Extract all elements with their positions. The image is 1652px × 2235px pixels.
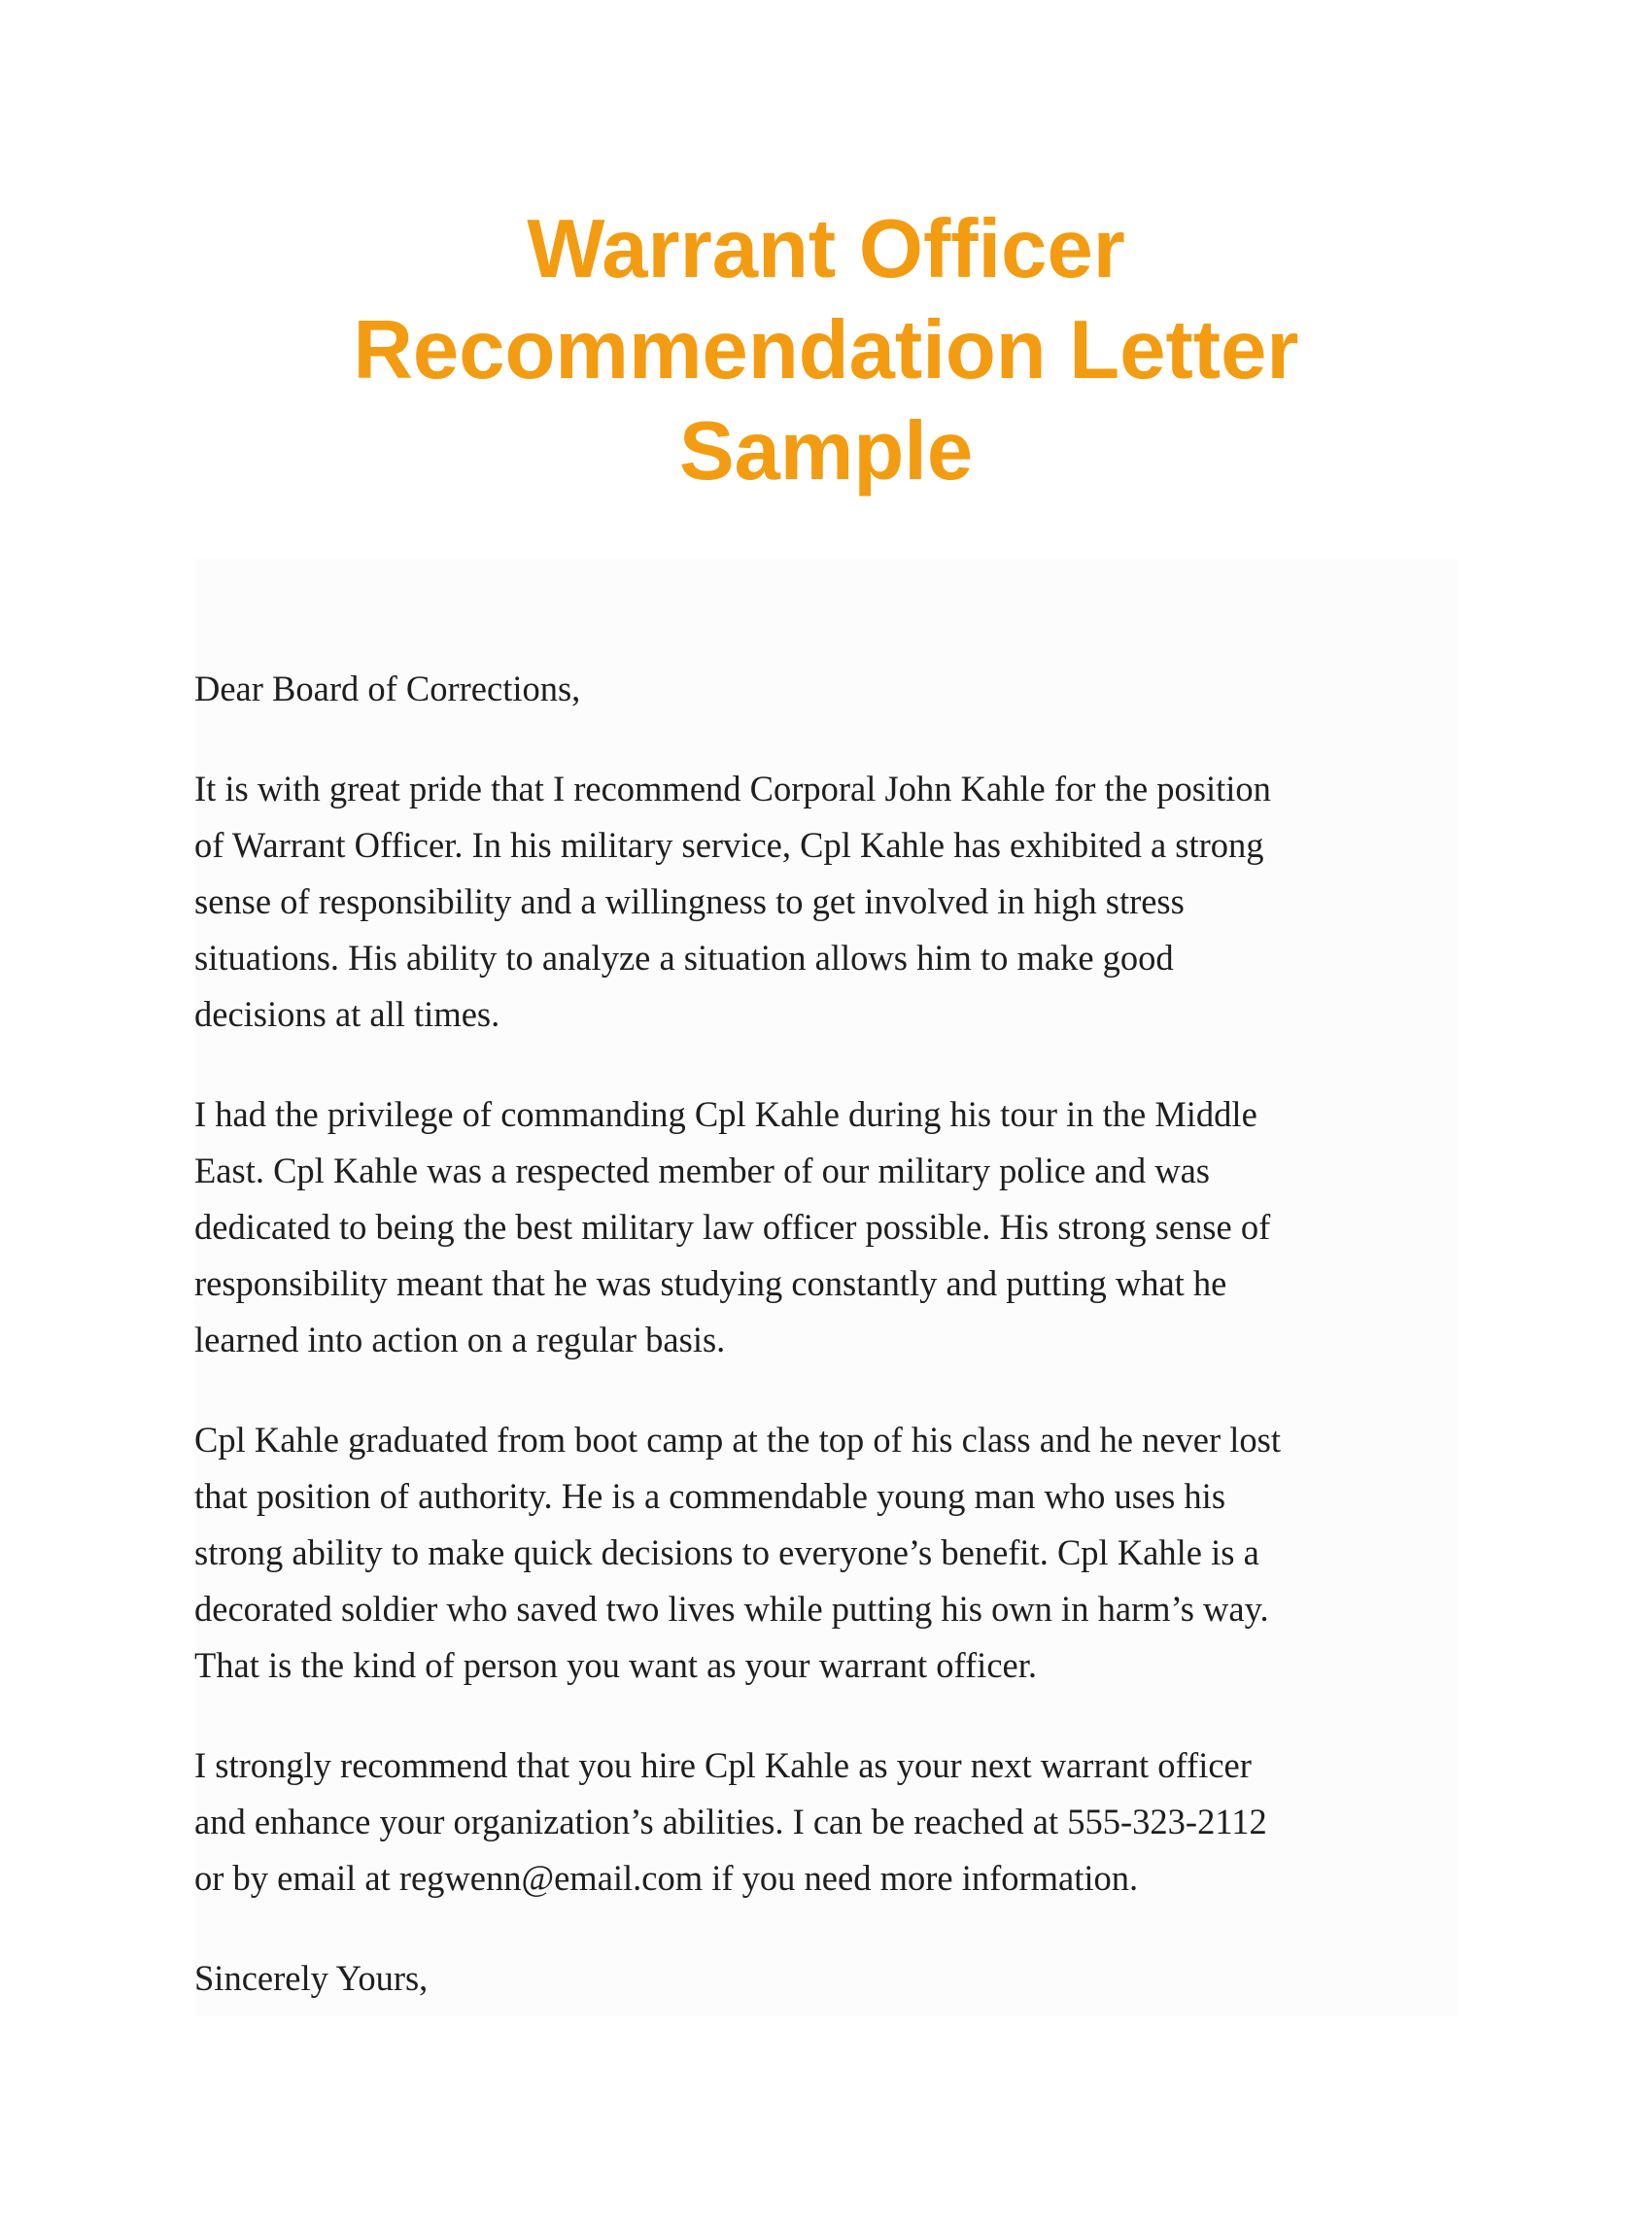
title-line: Sample [678, 405, 974, 498]
paragraph-1 [194, 761, 1458, 1043]
paragraph-line: that position of authority. He is a commendable young man who uses his [194, 1476, 1226, 1516]
paragraph-line: or by email at regwenn@email.com if you need more information. [194, 1858, 1139, 1898]
paragraph-line: situations. His ability to analyze a situation allows him to make good [194, 938, 1174, 978]
letter-body [194, 559, 1458, 2016]
paragraph-line: It is with great pride that I recommend Corporal John Kahle for the position [194, 769, 1271, 808]
paragraph-4 [194, 1737, 1458, 1907]
paragraph-line: dedicated to being the best military law officer possible. His strong sense of [194, 1207, 1271, 1247]
closing: Sincerely Yours, [194, 1958, 429, 1998]
title-line: Recommendation Letter [353, 304, 1299, 396]
paragraph-line: strong ability to make quick decisions to everyone’s benefit. Cpl Kahle is a [194, 1532, 1259, 1572]
paragraph-line: I strongly recommend that you hire Cpl Kahle as your next warrant officer [194, 1745, 1252, 1785]
paragraph-line: sense of responsibility and a willingness to get involved in high stress [194, 881, 1185, 921]
paragraph-line: East. Cpl Kahle was a respected member of our military police and was [194, 1151, 1210, 1190]
paragraph-2 [194, 1086, 1458, 1368]
paragraph-line: decorated soldier who saved two lives while putting his own in harm’s way. [194, 1589, 1269, 1629]
paragraph-line: Cpl Kahle graduated from boot camp at the top of his class and he never lost [194, 1420, 1282, 1460]
paragraph-line: and enhance your organization’s abilities. I can be reached at 555-323-2112 [194, 1802, 1267, 1841]
title-line: Warrant Officer [527, 203, 1125, 295]
paragraph-line: I had the privilege of commanding Cpl Kahle during his tour in the Middle [194, 1094, 1257, 1134]
salutation: Dear Board of Corrections, [194, 669, 581, 708]
page-title [0, 199, 1652, 502]
paragraph-3 [194, 1412, 1458, 1694]
paragraph-line: learned into action on a regular basis. [194, 1320, 726, 1359]
paragraph-line: decisions at all times. [194, 994, 500, 1034]
paragraph-line: That is the kind of person you want as your warrant officer. [194, 1645, 1037, 1685]
paragraph-line: of Warrant Officer. In his military service, Cpl Kahle has exhibited a strong [194, 825, 1264, 865]
paragraph-line: responsibility meant that he was studying constantly and putting what he [194, 1263, 1227, 1303]
